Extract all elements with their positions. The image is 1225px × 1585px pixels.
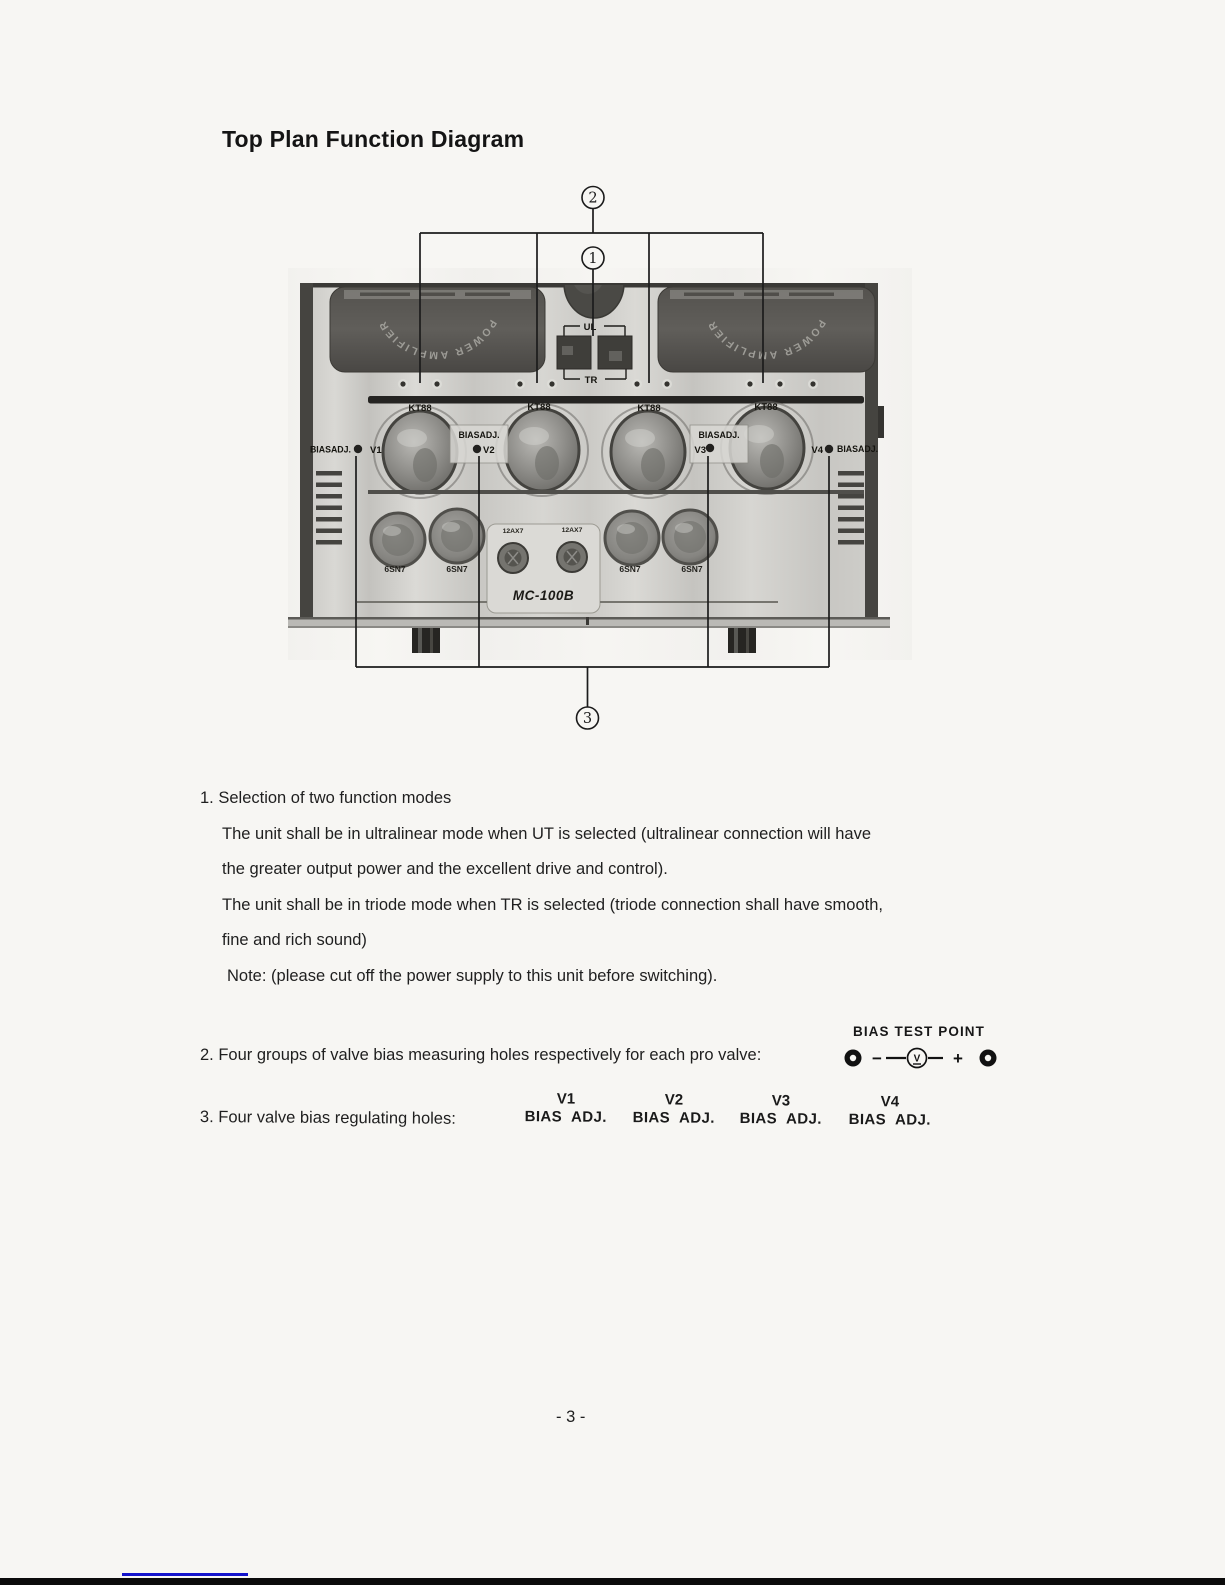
svg-text:3: 3	[582, 711, 593, 727]
transformer-cover-right	[658, 287, 875, 372]
svg-text:2: 2	[588, 190, 598, 207]
footer-link-underline	[122, 1573, 248, 1576]
model-label: MC-100B	[512, 588, 575, 603]
transformer-cover-left	[330, 287, 545, 372]
center-screw-mark	[586, 617, 589, 625]
section-1-heading: 1. Selection of two function modes	[200, 789, 452, 807]
ul-label: UL	[583, 322, 597, 333]
12ax7-tube-1	[498, 543, 528, 573]
amplifier-photo	[288, 248, 890, 653]
12ax7-label-2: 12AX7	[561, 527, 583, 534]
section-3-adj-labels	[505, 1090, 950, 1134]
power-amplifier-arc-text: POWER AMPLIFIER	[376, 317, 499, 362]
6sn7-tube-4	[663, 510, 717, 564]
6sn7-tube-3	[605, 511, 659, 565]
page-title: Top Plan Function Diagram	[222, 126, 525, 152]
bias-test-point-label: BIAS TEST POINT	[852, 1024, 986, 1039]
6sn7-tube-1	[371, 513, 425, 567]
v3-label: V3	[694, 445, 706, 456]
section-1-note: Note: (please cut off the power supply to this unit before switching).	[227, 966, 718, 985]
section-2-text: 2. Four groups of valve bias measuring holes respectively for each pro valve:	[200, 1046, 762, 1064]
kt88-label-1: KT88	[408, 403, 432, 414]
bias-adj-v3-box	[690, 425, 748, 463]
page-number: - 3 -	[556, 1408, 586, 1426]
lower-rail	[368, 490, 864, 494]
kt88-label-2: KT88	[527, 402, 551, 413]
section-function-modes	[200, 781, 1010, 994]
adj-col-v1: V1 BIAS ADJ.	[524, 1090, 607, 1126]
12ax7-tube-2	[557, 542, 587, 572]
kt88-tube-1	[383, 411, 457, 493]
section-1-line: the greater output power and the excellent drive and control).	[222, 860, 668, 878]
bias-adj-v3-label: BIASADJ.	[698, 430, 740, 440]
adj-col-v4: V4 BIAS ADJ.	[848, 1093, 931, 1129]
transformer-strip-text-marks	[684, 293, 834, 297]
bias-adj-right-label: BIASADJ.	[837, 444, 879, 454]
svg-text:1: 1	[588, 251, 598, 267]
callout-3	[577, 707, 599, 729]
plus-sign: +	[953, 1049, 963, 1068]
bias-test-point-graphic	[831, 1020, 1011, 1074]
bias-adj-left-label: BIASADJ.	[309, 444, 351, 455]
bias-adj-hole-v4	[825, 445, 833, 453]
bias-adj-hole-v3	[706, 444, 714, 452]
adj-col-v2: V2 BIAS ADJ.	[632, 1091, 715, 1127]
top-plan-function-diagram	[280, 180, 920, 740]
kt88-label-3: KT88	[637, 403, 661, 414]
side-tab	[878, 406, 884, 438]
section-3-text: 3. Four valve bias regulating holes:	[199, 1108, 456, 1128]
6sn7-tube-2	[430, 509, 484, 563]
v4-label: V4	[811, 445, 823, 456]
section-1-line: fine and rich sound)	[222, 931, 367, 949]
svg-text:V: V	[913, 1053, 921, 1065]
center-sub-panel	[487, 524, 600, 613]
12ax7-label-1: 12AX7	[502, 528, 524, 535]
bias-adj-v2-label: BIASADJ.	[458, 430, 500, 440]
6sn7-label-2: 6SN7	[446, 564, 468, 574]
kt88-tube-3	[611, 411, 685, 493]
voltmeter-icon	[908, 1049, 927, 1068]
transformer-strip-text-marks	[360, 293, 510, 297]
amp-foot-right	[728, 628, 756, 653]
tr-label: TR	[584, 375, 598, 386]
power-amplifier-arc-text: POWER AMPLIFIER	[705, 317, 828, 362]
section-1-line: The unit shall be in triode mode when TR is selected (triode connection shall have smooth,	[222, 895, 883, 914]
v2-label: V2	[483, 445, 495, 456]
minus-sign: −	[872, 1049, 882, 1068]
bias-adj-hole-v1	[354, 445, 362, 453]
adj-col-v3: V3 BIAS ADJ.	[739, 1092, 822, 1128]
upper-rail	[368, 396, 864, 404]
v1-label: V1	[370, 445, 382, 456]
kt88-tube-2	[505, 409, 579, 491]
bias-test-point-symbols	[845, 1049, 997, 1069]
bias-adj-hole-v2	[473, 445, 481, 453]
6sn7-label-1: 6SN7	[384, 564, 406, 574]
amp-foot-left	[412, 628, 440, 653]
6sn7-label-4: 6SN7	[681, 564, 703, 574]
scan-edge-bar	[0, 1578, 1225, 1585]
6sn7-label-3: 6SN7	[619, 564, 641, 574]
kt88-label-4: KT88	[754, 402, 778, 413]
callout-2	[582, 187, 604, 209]
callout-1	[582, 247, 604, 269]
section-1-line: The unit shall be in ultralinear mode when UT is selected (ultralinear connection will have	[222, 824, 872, 843]
